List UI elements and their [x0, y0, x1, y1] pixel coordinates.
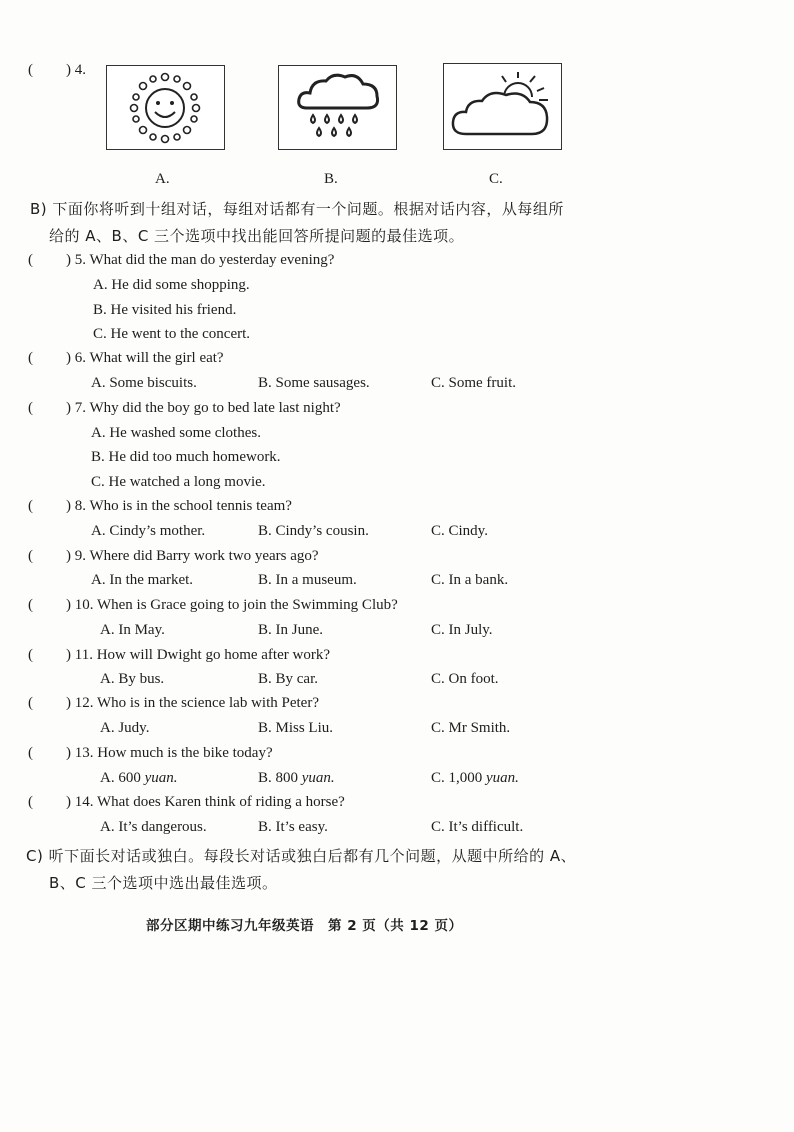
- currency-unit: yuan.: [144, 770, 178, 786]
- q6-option-b: B. Some sausages.: [258, 375, 370, 391]
- question-9-text: ) 9. Where did Barry work two years ago?: [66, 548, 319, 564]
- q10-option-c: C. In July.: [431, 622, 493, 638]
- answer-paren: (: [28, 597, 33, 613]
- answer-paren: (: [28, 548, 33, 564]
- q5-option-b: B. He visited his friend.: [93, 302, 237, 318]
- q14-option-a: A. It’s dangerous.: [100, 819, 207, 835]
- option-c-label: C.: [489, 171, 503, 187]
- answer-paren: (: [28, 695, 33, 711]
- q8-option-a: A. Cindy’s mother.: [91, 523, 206, 539]
- q11-option-a: A. By bus.: [100, 671, 165, 687]
- q14-option-c: C. It’s difficult.: [431, 819, 524, 835]
- q5-option-c: C. He went to the concert.: [93, 326, 251, 342]
- currency-unit: yuan.: [301, 770, 335, 786]
- partly-cloudy-icon: [444, 64, 561, 149]
- answer-paren: (: [28, 745, 33, 761]
- answer-paren: (: [28, 252, 33, 268]
- rain-cloud-icon: [279, 66, 396, 149]
- answer-paren: (: [28, 647, 33, 663]
- q7-option-a: A. He washed some clothes.: [91, 425, 261, 441]
- q12-option-c: C. Mr Smith.: [431, 720, 511, 736]
- q13-option-a: A. 600 yuan.: [100, 770, 178, 786]
- section-b-instruction-line-1: B) 下面你将听到十组对话，每组对话都有一个问题。根据对话内容，从每组所: [30, 200, 564, 218]
- q9-option-c: C. In a bank.: [431, 572, 509, 588]
- section-c-instruction-line-2: B、C 三个选项中选出最佳选项。: [49, 874, 278, 892]
- q11-option-c: C. On foot.: [431, 671, 499, 687]
- q9-option-a: A. In the market.: [91, 572, 194, 588]
- q6-option-c: C. Some fruit.: [431, 375, 516, 391]
- answer-paren: (: [28, 794, 33, 810]
- q8-option-c: C. Cindy.: [431, 523, 488, 539]
- answer-paren: (: [28, 400, 33, 416]
- q11-option-b: B. By car.: [258, 671, 318, 687]
- q6-option-a: A. Some biscuits.: [91, 375, 197, 391]
- question-14-text: ) 14. What does Karen think of riding a horse?: [66, 794, 345, 810]
- option-c-cloudy-image: [443, 63, 562, 150]
- q12-option-b: B. Miss Liu.: [258, 720, 334, 736]
- q5-option-a: A. He did some shopping.: [93, 277, 250, 293]
- answer-paren: (: [28, 498, 33, 514]
- question-8-text: ) 8. Who is in the school tennis team?: [66, 498, 292, 514]
- question-13-text: ) 13. How much is the bike today?: [66, 745, 273, 761]
- option-a-sunny-image: [106, 65, 225, 150]
- q10-option-a: A. In May.: [100, 622, 165, 638]
- q14-option-b: B. It’s easy.: [258, 819, 328, 835]
- answer-paren: (: [28, 62, 33, 78]
- question-10-text: ) 10. When is Grace going to join the Swimming Club?: [66, 597, 398, 613]
- q7-option-b: B. He did too much homework.: [91, 449, 281, 465]
- q13-option-c: C. 1,000 yuan.: [431, 770, 519, 786]
- q7-option-c: C. He watched a long movie.: [91, 474, 266, 490]
- sun-icon: [107, 66, 224, 149]
- q13-option-b: B. 800 yuan.: [258, 770, 335, 786]
- answer-paren: (: [28, 350, 33, 366]
- section-b-instruction-line-2: 给的 A、B、C 三个选项中找出能回答所提问题的最佳选项。: [49, 227, 465, 245]
- q12-option-a: A. Judy.: [100, 720, 150, 736]
- q9-option-b: B. In a museum.: [258, 572, 357, 588]
- question-6-text: ) 6. What will the girl eat?: [66, 350, 224, 366]
- question-4-number: ) 4.: [66, 62, 86, 78]
- question-7-text: ) 7. Why did the boy go to bed late last night?: [66, 400, 341, 416]
- q10-option-b: B. In June.: [258, 622, 323, 638]
- q8-option-b: B. Cindy’s cousin.: [258, 523, 369, 539]
- question-11-text: ) 11. How will Dwight go home after work?: [66, 647, 330, 663]
- question-12-text: ) 12. Who is in the science lab with Peter?: [66, 695, 319, 711]
- question-5-text: ) 5. What did the man do yesterday evening?: [66, 252, 335, 268]
- page-footer: 部分区期中练习九年级英语 第 2 页（共 12 页）: [146, 918, 463, 934]
- option-b-label: B.: [324, 171, 338, 187]
- currency-unit: yuan.: [486, 770, 519, 786]
- option-b-rainy-image: [278, 65, 397, 150]
- section-c-instruction-line-1: C) 听下面长对话或独白。每段长对话或独白后都有几个问题，从题中所给的 A、: [26, 847, 577, 865]
- option-a-label: A.: [155, 171, 170, 187]
